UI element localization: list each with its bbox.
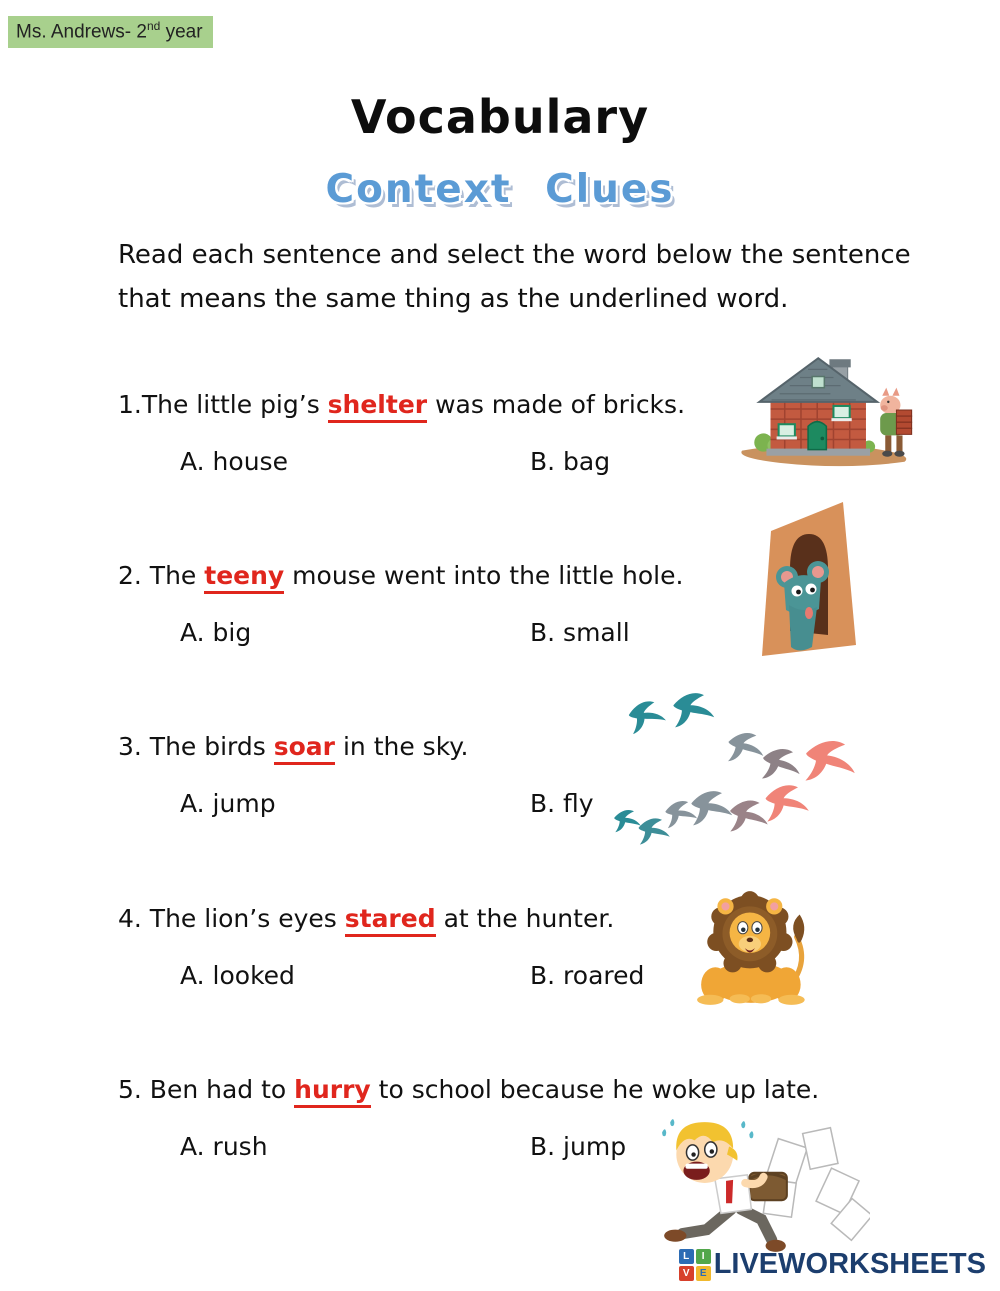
liveworksheets-logo-icon	[679, 1249, 711, 1281]
question-3-pre: 3. The birds	[118, 732, 274, 761]
question-1-pre: 1.The little pig’s	[118, 390, 328, 419]
page-title: Vocabulary	[350, 90, 650, 144]
flying-birds-illustration	[612, 688, 862, 853]
logo-tile-e: E	[696, 1266, 711, 1281]
logo-tile-l: L	[679, 1249, 694, 1264]
question-3-keyword: soar	[274, 732, 335, 765]
page-subtitle: Context Clues	[325, 167, 675, 212]
question-1-option-b[interactable]: B. bag	[530, 447, 611, 476]
question-1-post: was made of bricks.	[427, 390, 686, 419]
teacher-name-text: Ms. Andrews- 2	[16, 21, 147, 43]
question-4-option-b[interactable]: B. roared	[530, 961, 645, 990]
question-1-keyword: shelter	[328, 390, 427, 423]
question-2-pre: 2. The	[118, 561, 205, 590]
question-5-keyword: hurry	[294, 1075, 371, 1108]
question-5-option-b[interactable]: B. jump	[530, 1132, 627, 1161]
question-2-option-b[interactable]: B. small	[530, 618, 630, 647]
question-4-options	[118, 961, 988, 995]
logo-tile-i: I	[696, 1249, 711, 1264]
pig-brick-house-illustration	[733, 343, 938, 475]
question-3-option-b[interactable]: B. fly	[530, 789, 594, 818]
teacher-name-suffix: year	[160, 21, 203, 43]
lion-illustration	[692, 886, 824, 1008]
question-1-option-a[interactable]: A. house	[180, 447, 288, 476]
logo-tile-v: V	[679, 1266, 694, 1281]
running-boy-illustration	[652, 1116, 870, 1258]
question-4-sentence	[118, 904, 988, 933]
instructions-line-2: that means the same thing as the underlined word.	[118, 284, 789, 314]
teacher-name-label	[8, 16, 213, 48]
question-5-pre: 5. Ben had to	[118, 1075, 295, 1104]
question-5-option-a[interactable]: A. rush	[180, 1132, 268, 1161]
question-4-keyword: stared	[345, 904, 436, 937]
instructions-line-1: Read each sentence and select the word below the sentence	[118, 240, 911, 270]
question-4-option-a[interactable]: A. looked	[180, 961, 295, 990]
question-3-post: in the sky.	[335, 732, 469, 761]
question-5	[118, 1075, 988, 1161]
question-5-post: to school because he woke up late.	[370, 1075, 820, 1104]
question-3-option-a[interactable]: A. jump	[180, 789, 276, 818]
liveworksheets-logo-text: LIVEWORKSHEETS	[713, 1248, 986, 1280]
mouse-in-hole-illustration	[737, 497, 872, 662]
question-4-pre: 4. The lion’s eyes	[118, 904, 345, 933]
teacher-name-ordinal: nd	[146, 19, 161, 33]
instructions	[118, 233, 978, 321]
question-4	[118, 904, 988, 990]
question-4-post: at the hunter.	[435, 904, 615, 933]
question-5-sentence	[118, 1075, 988, 1104]
question-2-post: mouse went into the little hole.	[284, 561, 684, 590]
liveworksheets-logo[interactable]	[679, 1248, 986, 1281]
question-2-keyword: teeny	[204, 561, 284, 594]
question-2-option-a[interactable]: A. big	[180, 618, 252, 647]
